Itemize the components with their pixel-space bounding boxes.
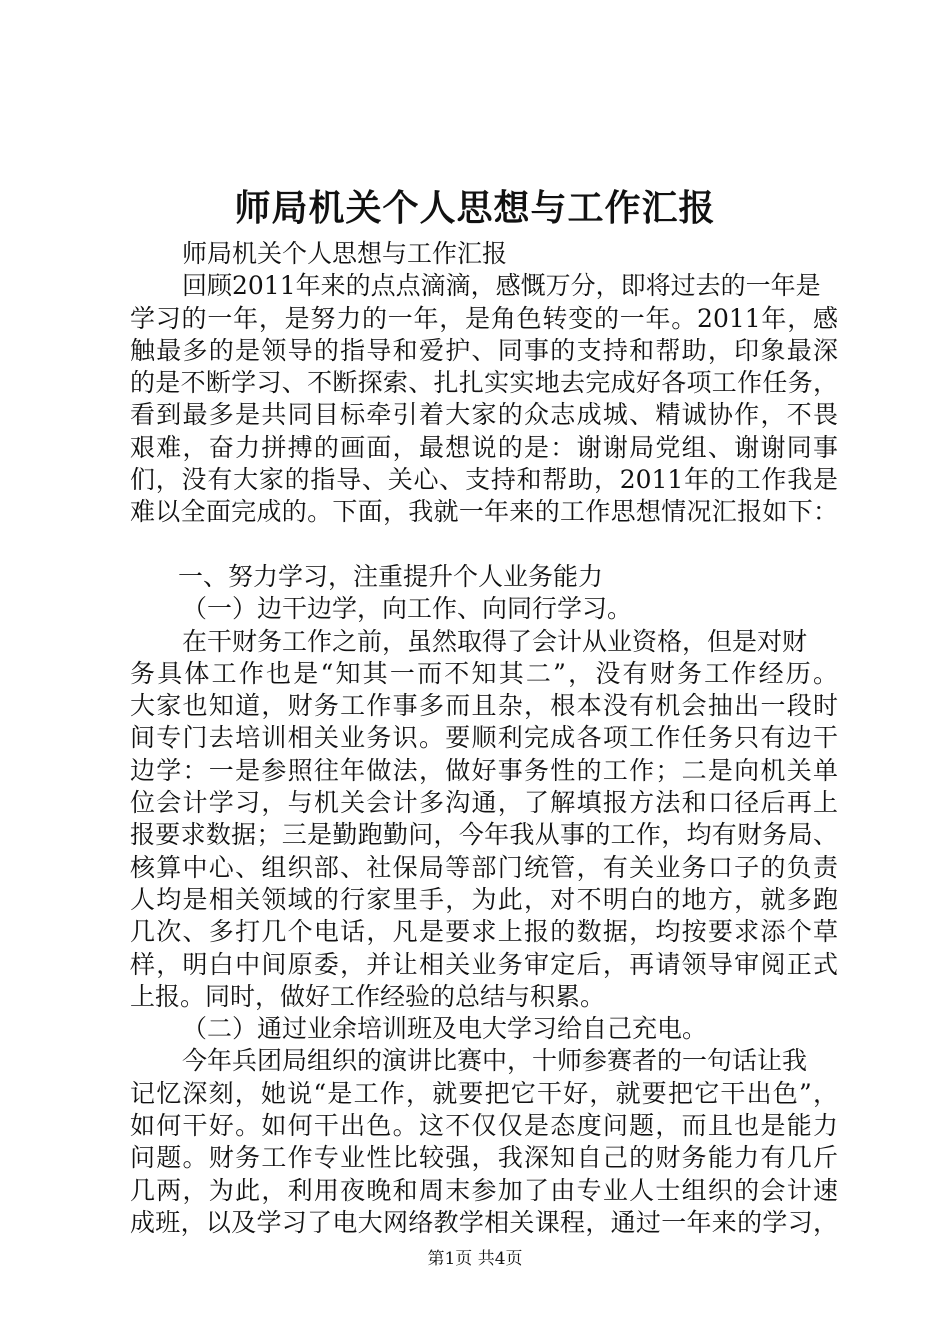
body-line: 间专门去培训相关业务识。要顺利完成各项工作任务只有边干 bbox=[130, 723, 838, 753]
body-line: 报要求数据；三是勤跑勤问，今年我从事的工作，均有财务局、 bbox=[130, 820, 838, 850]
body-line: 问题。财务工作专业性比较强，我深知自己的财务能力有几斤 bbox=[130, 1143, 838, 1173]
subsection-heading: （二）通过业余培训班及电大学习给自己充电。 bbox=[182, 1014, 708, 1044]
body-line: 样，明白中间原委，并让相关业务审定后，再请领导审阅正式 bbox=[130, 949, 838, 979]
document-title: 师局机关个人思想与工作汇报 bbox=[234, 187, 716, 229]
body-line: 们，没有大家的指导、关心、支持和帮助，2011年的工作我是 bbox=[130, 465, 838, 495]
page-number-footer: 第1页 共4页 bbox=[427, 1249, 523, 1269]
body-line: 务具体工作也是“知其一而不知其二”，没有财务工作经历。 bbox=[130, 658, 838, 688]
body-line: 位会计学习，与机关会计多沟通，了解填报方法和口径后再上 bbox=[130, 788, 838, 818]
body-line: 看到最多是共同目标牵引着大家的众志成城、精诚协作，不畏 bbox=[130, 400, 838, 430]
body-line: 记忆深刻，她说“是工作，就要把它干好，就要把它干出色”， bbox=[130, 1078, 838, 1108]
body-line-subtitle: 师局机关个人思想与工作汇报 bbox=[182, 239, 508, 268]
body-line: 成班，以及学习了电大网络教学相关课程，通过一年来的学习， bbox=[130, 1207, 838, 1237]
body-line: 回顾2011年来的点点滴滴，感慨万分，即将过去的一年是 bbox=[182, 271, 821, 301]
body-line: 难以全面完成的。下面，我就一年来的工作思想情况汇报如下： bbox=[130, 497, 838, 527]
body-line: 今年兵团局组织的演讲比赛中，十师参赛者的一句话让我 bbox=[182, 1046, 808, 1076]
body-line: 核算中心、组织部、社保局等部门统管，有关业务口子的负责 bbox=[130, 852, 838, 882]
paragraph-gap bbox=[130, 529, 838, 561]
body-line: 艰难，奋力拼搏的画面，最想说的是：谢谢局党组、谢谢同事 bbox=[130, 432, 838, 462]
body-line: 如何干好。如何干出色。这不仅仅是态度问题，而且也是能力 bbox=[130, 1111, 838, 1141]
body-line: 几两，为此，利用夜晚和周末参加了由专业人士组织的会计速 bbox=[130, 1175, 838, 1205]
body-line: 的是不断学习、不断探索、扎扎实实地去完成好各项工作任务， bbox=[130, 368, 838, 398]
body-line: 触最多的是领导的指导和爱护、同事的支持和帮助，印象最深 bbox=[130, 335, 838, 365]
body-line: 人均是相关领域的行家里手，为此，对不明白的地方，就多跑 bbox=[130, 884, 838, 914]
body-line: 在干财务工作之前，虽然取得了会计从业资格，但是对财 bbox=[182, 626, 808, 656]
document-body bbox=[130, 238, 838, 1239]
body-line: 学习的一年，是努力的一年，是角色转变的一年。2011年，感 bbox=[130, 303, 838, 333]
body-line: 边学：一是参照往年做法，做好事务性的工作；二是向机关单 bbox=[130, 755, 838, 785]
section-heading: 一、努力学习，注重提升个人业务能力 bbox=[178, 561, 604, 591]
body-line: 上报。同时，做好工作经验的总结与积累。 bbox=[130, 981, 606, 1011]
subsection-heading: （一）边干边学，向工作、向同行学习。 bbox=[182, 594, 633, 624]
body-line: 大家也知道，财务工作事多而且杂，根本没有机会抽出一段时 bbox=[130, 691, 838, 721]
body-line: 几次、多打几个电话，凡是要求上报的数据，均按要求添个草 bbox=[130, 917, 838, 947]
